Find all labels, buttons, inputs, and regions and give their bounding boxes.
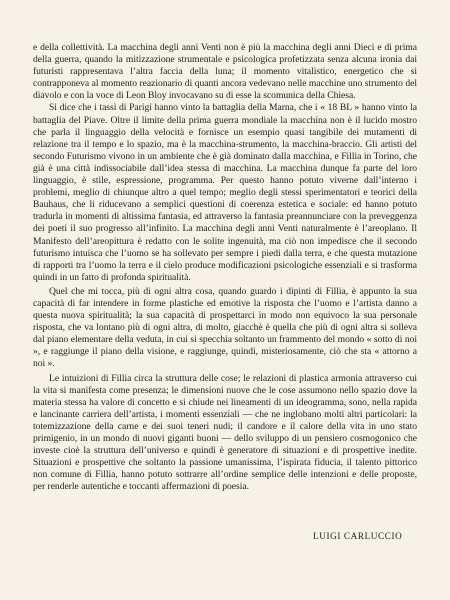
- paragraph-2: Si dice che i tassì di Parigi hanno vinto la battaglia della Marna, che i « 18 BL » hanno vinto la battaglia del Piave. Oltre il limite della prima guerra mondiale la macchina non è il lucido mostro che parla il linguaggio della velocità e fornisce un esempio quasi tangibile dei mutamenti di relazione tra il tempo e lo spazio, ma è la macchina-strumento, la macchina-braccio. Gli artisti del secondo Futurismo vivono in un ambiente che è già dominato dalla macchina, e Fillia in Torino, che già è una città indissociabile dall’idea stessa di macchina. La macchina dunque fa parte del loro linguaggio, è stile, espressione, programma. Per questo hanno potuto viverne dall’interno i problemi, meglio di chiunque altro a quel tempo; meglio degli stessi sperimentatori e teorici della Bauhaus, che li riducevano a semplici questioni di coerenza estetica e sociale: ed hanno potuto tradurla in momenti di altissima fantasia, ed attraverso la fantasia preannunciare con la preveggenza dei poeti il suo progresso all’infinito. La macchina degli anni Venti naturalmente è l’areoplano. Il Manifesto dell’areopittura è redatto con le solite ingenuità, ma ciò non impedisce che il secondo futurismo intuisca che l’uomo se ha sollevato per sempre i piedi dalla terra, e che questa mutazione di rapporti tra l’uomo la terra e il cielo produce modificazioni psicologiche essenziali e si trasforma quindi in un fatto di profonda spiritualità.: [33, 102, 417, 283]
- paragraph-1: e della collettività. La macchina degli anni Venti non è più la macchina degli anni Dieci e di prima della guerra, quando la mitizzazione strumentale e psicologica profetizzata senza alcuna ironia dai futuristi rappresentava l’altra faccia della luna; il momento vitalistico, energetico che si contrapponeva al momento reazionario di quanti ancora vedevano nelle macchine uno strumento del diavolo e con la voce di Leon Bloy invocavano su di esse la scomunica della Chiesa.: [33, 42, 417, 102]
- paragraph-4: Le intuizioni di Fillia circa la struttura delle cose; le relazioni di plastica armonia attraverso cui la vita si manifesta come presenza; le dimensioni nuove che le cose assumono nello spazio dove la materia stessa ha valore di concetto e si chiude nei lineamenti di un ideogramma, sono, nella rapida e lancinante carriera dell’artista, i momenti essenziali — che ne inglobano molti altri particolari: la totemizzazione della carne e dei suoi teneri nudi; il candore e il calore della vita in uno stato primigenio, in un mondo di nuovi giganti buoni — dello sviluppo di un pensiero cosmogonico che investe cioè la struttura dell’universo e quindi è generatore di situazioni e di prospettive inedite. Situazioni e prospettive che soltanto la passione umanissima, l’ispirata fiducia, il talento pittorico non comune di Fillia, hanno potuto sottrarre all’ordine semplice delle intenzioni e delle proposte, per renderle autentiche e toccanti affermazioni di poesia.: [33, 372, 417, 493]
- paragraph-3: Quel che mi tocca, più di ogni altra cosa, quando guardo i dipinti di Fillia, è appunto la sua capacità di far intendere in forme plastiche ed emotive la risposta che l’uomo e l’artista danno a questa nuova spiritualità; la sua capacità di prospettarci in modo non equivoco la sua personale risposta, che va lontano più di ogni altra, di molto, giacchè è quella che più di ogni altra si solleva dal piano elementare della veduta, in cui si specchia soltanto un frammento del mondo « sotto di noi », e raggiunge il piano della visione, e raggiunge, quindi, misteriosamente, ciò che sta « attorno a noi ».: [33, 285, 417, 370]
- author-signature: LUIGI CARLUCCIO: [313, 531, 403, 541]
- article-text: [33, 42, 417, 493]
